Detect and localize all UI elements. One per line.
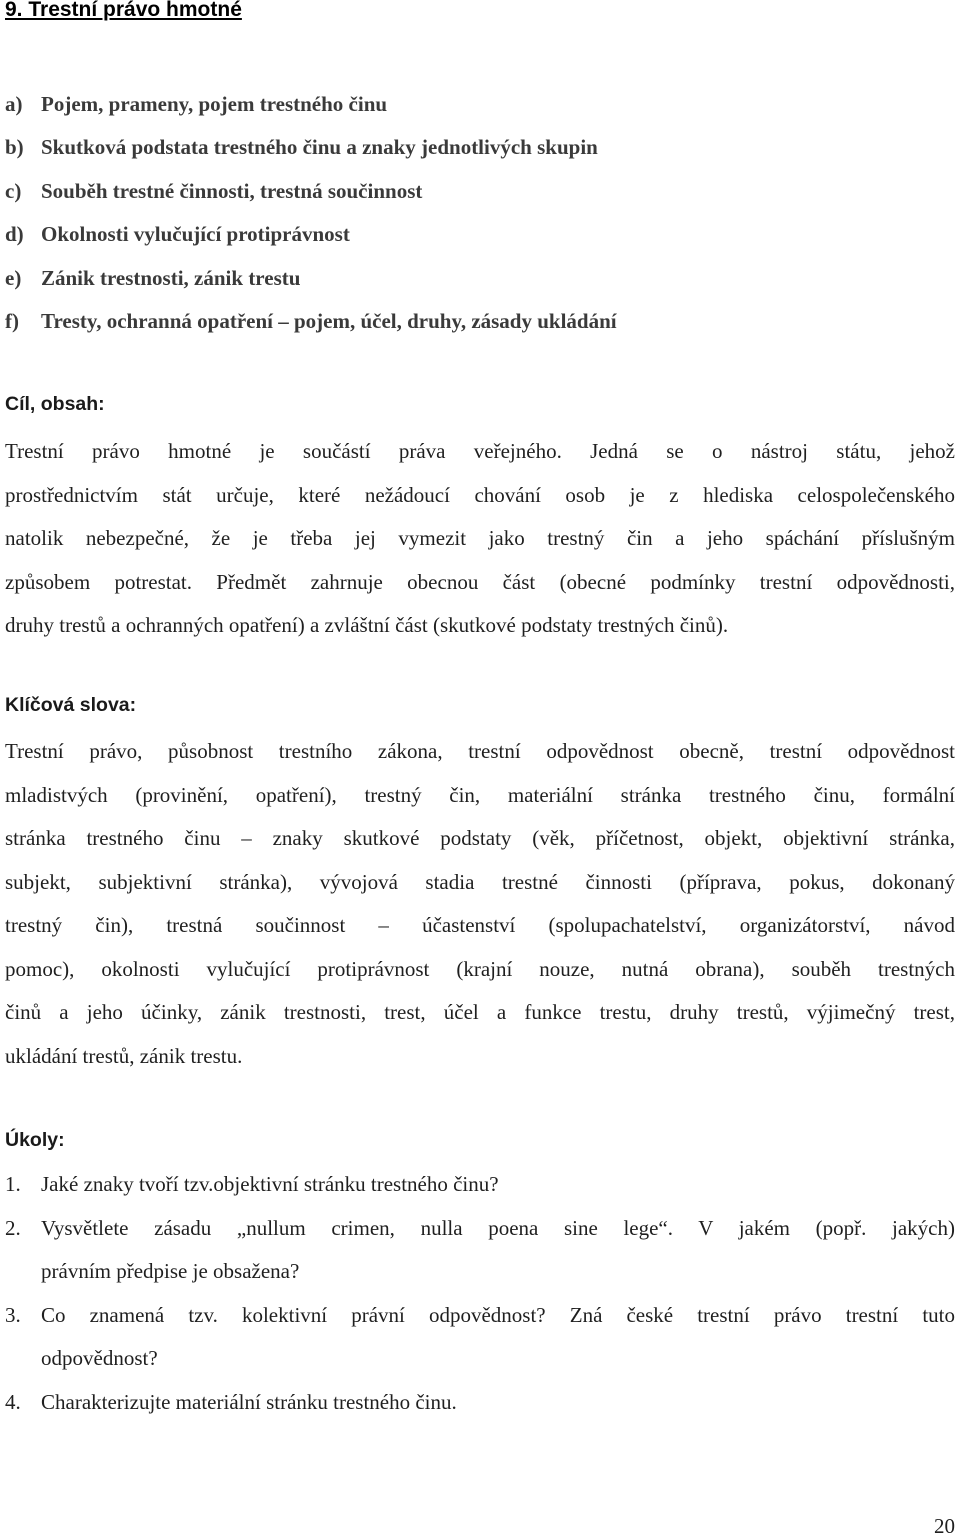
task-item <box>5 1207 955 1294</box>
tasks-heading-wrap <box>5 1125 955 1155</box>
tasks-heading: Úkoly: <box>5 1129 65 1151</box>
outline-text: Zánik trestnosti, zánik trestu <box>41 265 301 290</box>
goal-line: Trestní právo hmotné je součástí práva veřejného. Jedná se o nástroj státu, jehož <box>5 439 955 463</box>
outline-item <box>5 83 617 126</box>
outline-text: Pojem, prameny, pojem trestného činu <box>41 92 388 116</box>
keywords-line: pomoc), okolnosti vylučující protiprávnost (krajní nouze, nutná obrana), souběh trestných <box>5 956 955 981</box>
task-line: právním předpise je obsažena? <box>41 1259 300 1283</box>
outline-text: Skutková podstata trestného činu a znaky jednotlivých skupin <box>41 135 598 160</box>
keywords-line: Trestní právo, působnost trestního zákona, trestní odpovědnost obecně, trestní odpovědnost <box>5 739 955 763</box>
tasks-list <box>5 1163 955 1424</box>
keywords-line: stránka trestného činu – znaky skutkové podstaty (věk, příčetnost, objekt, objektivní stránka, <box>5 826 955 850</box>
outline-text: Tresty, ochranná opatření – pojem, účel, druhy, zásady ukládání <box>41 309 617 334</box>
goal-line: natolik nebezpečné, že je třeba jej vymezit jako trestný čin a jeho spáchání příslušným <box>5 526 955 550</box>
task-number: 1. <box>5 1172 21 1196</box>
task-number: 2. <box>5 1215 21 1240</box>
keywords-heading: Klíčová slova: <box>5 694 137 716</box>
outline-text: Souběh trestné činnosti, trestná součinnost <box>41 178 423 203</box>
outline-letter: b) <box>5 135 24 160</box>
task-number: 4. <box>5 1389 21 1414</box>
goal-heading: Cíl, obsah: <box>5 393 105 415</box>
keywords-line: mladistvých (provinění, opatření), trestný čin, materiální stránka trestného činu, formální <box>5 782 955 807</box>
keywords-line: činů a jeho účinky, zánik trestnosti, trest, účel a funkce trestu, druhy trestů, výjimečný trest, <box>5 1000 955 1024</box>
outline-letter: e) <box>5 265 22 290</box>
page-number: 20 <box>934 1514 955 1538</box>
keywords-line: ukládání trestů, zánik trestu. <box>5 1043 243 1068</box>
goal-line: způsobem potrestat. Předmět zahrnuje obecnou část (obecné podmínky trestní odpovědnosti, <box>5 569 955 594</box>
outline-item <box>5 300 617 343</box>
task-line: Co znamená tzv. kolektivní právní odpovědnost? Zná české trestní právo trestní tuto <box>41 1302 955 1327</box>
task-item <box>5 1294 955 1381</box>
outline-item <box>5 170 617 213</box>
outline-item <box>5 213 617 256</box>
task-item <box>5 1381 955 1425</box>
goal-line: druhy trestů a ochranných opatření) a zvláštní část (skutkové podstaty trestných činů). <box>5 613 729 637</box>
task-line: Charakterizujte materiální stránku trestného činu. <box>41 1389 457 1414</box>
goal-section <box>5 389 955 648</box>
task-line: Jaké znaky tvoří tzv.objektivní stránku trestného činu? <box>41 1172 499 1196</box>
outline-item <box>5 257 617 300</box>
topic-outline <box>5 83 617 343</box>
document-title: 9. Trestní právo hmotné <box>5 0 242 21</box>
keywords-paragraph <box>5 730 955 1078</box>
goal-line: prostřednictvím stát určuje, které nežádoucí chování osob je z hlediska celospolečenského <box>5 482 955 507</box>
keywords-line: subjekt, subjektivní stránka), vývojová stadia trestné činnosti (příprava, pokus, dokonaný <box>5 869 955 894</box>
task-line: odpovědnost? <box>41 1346 158 1370</box>
outline-letter: d) <box>5 222 24 247</box>
outline-letter: c) <box>5 178 22 203</box>
task-item <box>5 1163 955 1207</box>
outline-letter: f) <box>5 309 19 334</box>
keywords-line: trestný čin), trestná součinnost – účastenství (spolupachatelství, organizátorství, návod <box>5 913 955 937</box>
task-number: 3. <box>5 1302 21 1327</box>
outline-item <box>5 126 617 169</box>
outline-letter: a) <box>5 92 23 116</box>
outline-text: Okolnosti vylučující protiprávnost <box>41 222 350 247</box>
goal-paragraph <box>5 430 955 648</box>
task-line: Vysvětlete zásadu „nullum crimen, nulla poena sine lege“. V jakém (popř. jakých) <box>41 1215 955 1240</box>
keywords-section <box>5 690 955 1078</box>
